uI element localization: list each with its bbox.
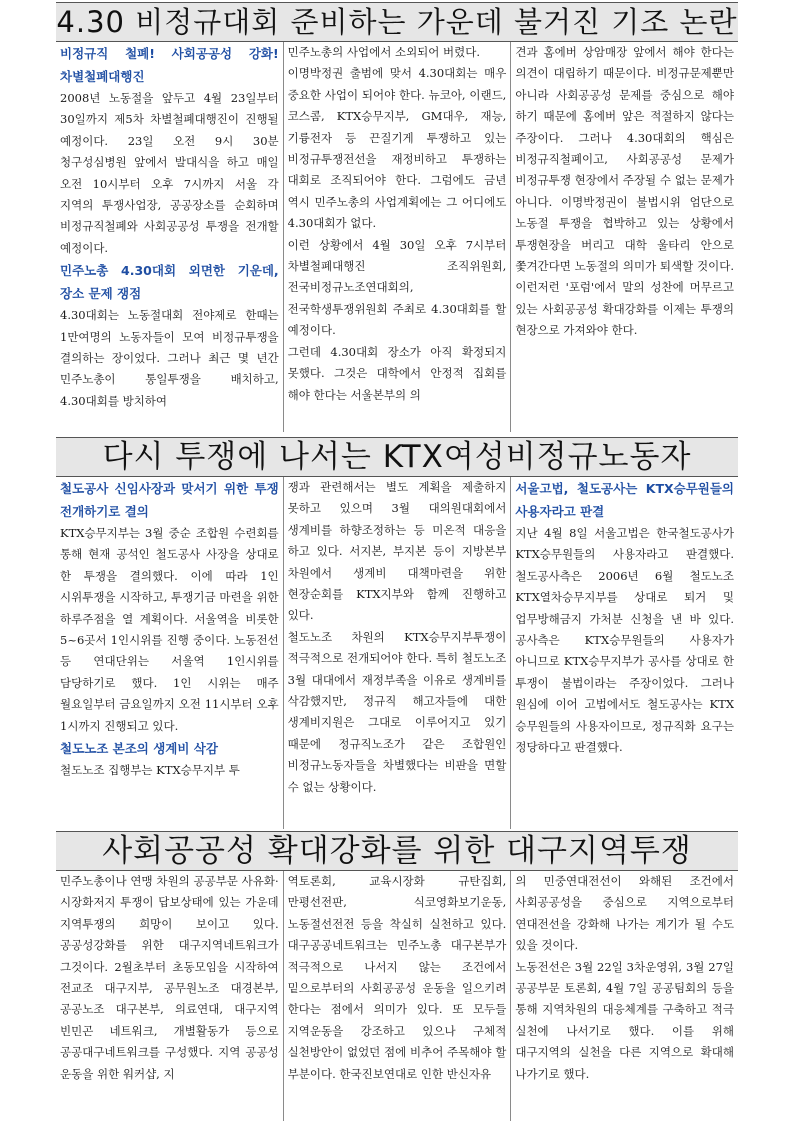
article3-paragraph: 노동전선은 3월 22일 3차운영위, 3월 27일 공공부문 토론회, 4월 7일 공공팀회의 등을 통해 지역차원의 대응체계를 구축하고 적극 실천에 나서기로 했다. 이를 위해 대구지역의 실천을 다른 지역으로 확대해 나가기로 했다. — [515, 959, 735, 1081]
article1-column-2 — [283, 42, 511, 432]
article1-column-1 — [56, 42, 283, 432]
article2-column-2 — [283, 477, 511, 829]
article2-paragraph: 철도노조 집행부는 KTX승무지부 투 — [60, 763, 240, 778]
article2-subheading-2: 철도노조 본조의 생계비 삭감 — [60, 741, 218, 757]
article2-column-1 — [56, 477, 283, 829]
article1-paragraph: 4.30대회는 노동절대회 전야제로 한때는 1만여명의 노동자들이 모여 비정규투쟁을 결의하는 장이었다. 그러나 최근 몇 년간 민주노총이 통일투쟁을 배치하고, 4.30대회를 방치하여 — [60, 308, 279, 408]
article1-paragraph: 견과 홈에버 상암매장 앞에서 해야 한다는 의견이 대립하기 때문이다. 비정규문제뿐만 아니라 사회공공성 문제를 중심으로 해야 하기 때문에 홈에버 앞은 적절하지 않다는 주장이다. 그러나 4.30대회의 핵심은 비정규직철폐이고, 사회공공성 문제가 비정규투쟁 현장에서 주장될 수 없는 문제가 아니다. 이명박정권이 불법시위 엄단으로 노동절 투쟁을 협박하고 있는 상황에서 투쟁현장을 버리고 대학 울타리 안으로 쫓겨간다면 노동절의 의미가 퇴색할 것이다. 이런저런 '포럼'에서 말의 성찬에 머무르고 있는 사회공공성 확대강화를 이제는 투쟁의 현장으로 가져와야 한다. — [515, 45, 735, 338]
article3-column-2 — [283, 871, 511, 1121]
article2-paragraph: 철도노조 차원의 KTX승무지부투쟁이 적극적으로 전개되어야 한다. 특히 철도노조 3월 대대에서 재정부족을 이유로 생계비를 삭감했지만, 정규직 해고자들에 대한 생계비지원은 그대로 이루어지고 있기 때문에 정규직노조가 같은 조합원인 비정규노동자들을 차별했다는 비판을 면할 수 없는 상황이다. — [287, 629, 507, 794]
article1-subheading-1: 비정규직 철폐! 사회공공성 강화! 차별철폐대행진 — [60, 46, 279, 84]
article3-headline: 사회공공성 확대강화를 위한 대구지역투쟁 — [56, 831, 738, 871]
article2-paragraph: 지난 4월 8일 서울고법은 한국철도공사가 KTX승무원들의 사용자라고 판결했다. 철도공사측은 2006년 6월 철도노조 KTX열차승무지부를 상대로 퇴거 및 업무방해금지 가처분 신청을 낸 바 있다. 공사측은 KTX승무원들의 사용자가 아니므로 KTX승무지부가 공사를 상대로 한 투쟁이 불법이라는 주장이었다. 그러나 원심에 이어 고법에서도 철도공사는 KTX 승무원들의 사용자이므로, 정규직화 요구는 정당하다고 판결했다. — [515, 526, 735, 755]
article2-subheading-3: 서울고법, 철도공사는 KTX승무원들의 사용자라고 판결 — [515, 481, 735, 519]
article1-paragraph: 2008년 노동절을 앞두고 4월 23일부터 30일까지 제5차 차별철폐대행진이 진행될 예정이다. 23일 오전 9시 30분 청구성심병원 앞에서 발대식을 하고 매일 오전 10시부터 오후 7시까지 서울 각 지역의 투쟁사업장, 공공장소를 순회하며 비정규직철폐와 사회공공성 투쟁을 전개할 예정이다. — [60, 91, 279, 255]
article1-paragraph: 이명박정권 출범에 맞서 4.30대회는 매우 중요한 사업이 되어야 한다. 뉴코아, 이랜드, 코스콤, KTX승무지부, GM대우, 재능, 기륭전자 등 끈질기게 투쟁하고 있는 비정규투쟁전선을 재정비하고 투쟁하는 대회로 조직되어야 한다. 그럼에도 금년 역시 민주노총의 사업계획에는 그 어디에도 4.30대회가 없다. — [287, 66, 507, 231]
article1-body — [56, 42, 738, 432]
article2-body — [56, 477, 738, 829]
article2-paragraph: 쟁과 관련해서는 별도 계획을 제출하지 못하고 있으며 3월 대의원대회에서 생계비를 하향조정하는 등 미온적 대응을 하고 있다. 서지본, 부지본 등이 지방본부 차원에서 생계비 대책마련을 위한 현장순회를 KTX지부와 함께 진행하고 있다. — [287, 480, 507, 623]
article1-headline: 4.30 비정규대회 준비하는 가운데 불거진 기조 논란 — [56, 2, 738, 42]
article3-paragraph: 의 민중연대전선이 와해된 조건에서 사회공공성을 중심으로 지역으로부터 연대전선을 강화해 나가는 계기가 될 수도 있을 것이다. — [515, 874, 735, 953]
article2-paragraph: KTX승무지부는 3월 중순 조합원 수련회를 통해 현재 공석인 철도공사 사장을 상대로 한 투쟁을 결의했다. 이에 따라 1인 시위투쟁을 시작하고, 투쟁기금 마련을 위한 하루주점을 열 계획이다. 서울역을 비롯한 5~6곳서 1인시위를 진행 중이다. 노동전선 등 연대단위는 서울역 1인시위를 담당하기로 했다. 1인 시위는 매주 월요일부터 금요일까지 오전 11시부터 오후 1시까지 진행되고 있다. — [60, 526, 279, 733]
article1-paragraph: 그런데 4.30대회 장소가 아직 확정되지 못했다. 그것은 대학에서 안정적 집회를 해야 한다는 서울본부의 의 — [287, 344, 507, 402]
article3-paragraph: 역토론회, 교육시장화 규탄집회, 만평선전판, 식코영화보기운동, 노동절선전전 등을 착실히 실천하고 있다. 대구공공네트워크는 민주노총 대구본부가 적극적으로 나서지 않는 조건에서 밑으로부터의 사회공공성 운동을 일으키려 한다는 점에서 의미가 있다. 또 모두들 지역운동을 강조하고 있으나 구체적 실천방안이 없었던 점에 비추어 주목해야 할 부분이다. 한국진보연대로 인한 반신자유 — [287, 874, 507, 1081]
article1-paragraph: 이런 상황에서 4월 30일 오후 7시부터 차별철폐대행진 조직위원회, 전국비정규노조연대회의, 전국학생투쟁위원회 주최로 4.30대회를 할 예정이다. — [287, 237, 507, 338]
article1-subheading-2: 민주노총 4.30대회 외면한 기운데, 장소 문제 쟁점 — [60, 263, 279, 302]
article3-body — [56, 871, 738, 1121]
article1-paragraph: 민주노총의 사업에서 소외되어 버렸다. — [287, 45, 481, 59]
article1-column-3 — [510, 42, 738, 432]
article2-headline: 다시 투쟁에 나서는 KTX여성비정규노동자 — [56, 437, 738, 477]
article3-column-1 — [56, 871, 283, 1121]
article2-subheading-1: 철도공사 신임사장과 맞서기 위한 투쟁 전개하기로 결의 — [60, 481, 279, 519]
article3-column-3 — [510, 871, 738, 1121]
article3-paragraph: 민주노총이나 연맹 차원의 공공부문 사유화·시장화저지 투쟁이 답보상태에 있는 가운데 지역투쟁의 희망이 보이고 있다. 공공성강화를 위한 대구지역네트워크가 그것이다. 2월초부터 초동모임을 시작하여 전교조 대구지부, 공무원노조 대경본부, 공공노조 대구본부, 의료연대, 대구지역 빈민곤 네트워크, 개별활동가 등으로 공공대구네트워크를 구성했다. 지역 공공성 운동을 위한 워커샵, 지 — [60, 874, 279, 1081]
article2-column-3 — [510, 477, 738, 829]
